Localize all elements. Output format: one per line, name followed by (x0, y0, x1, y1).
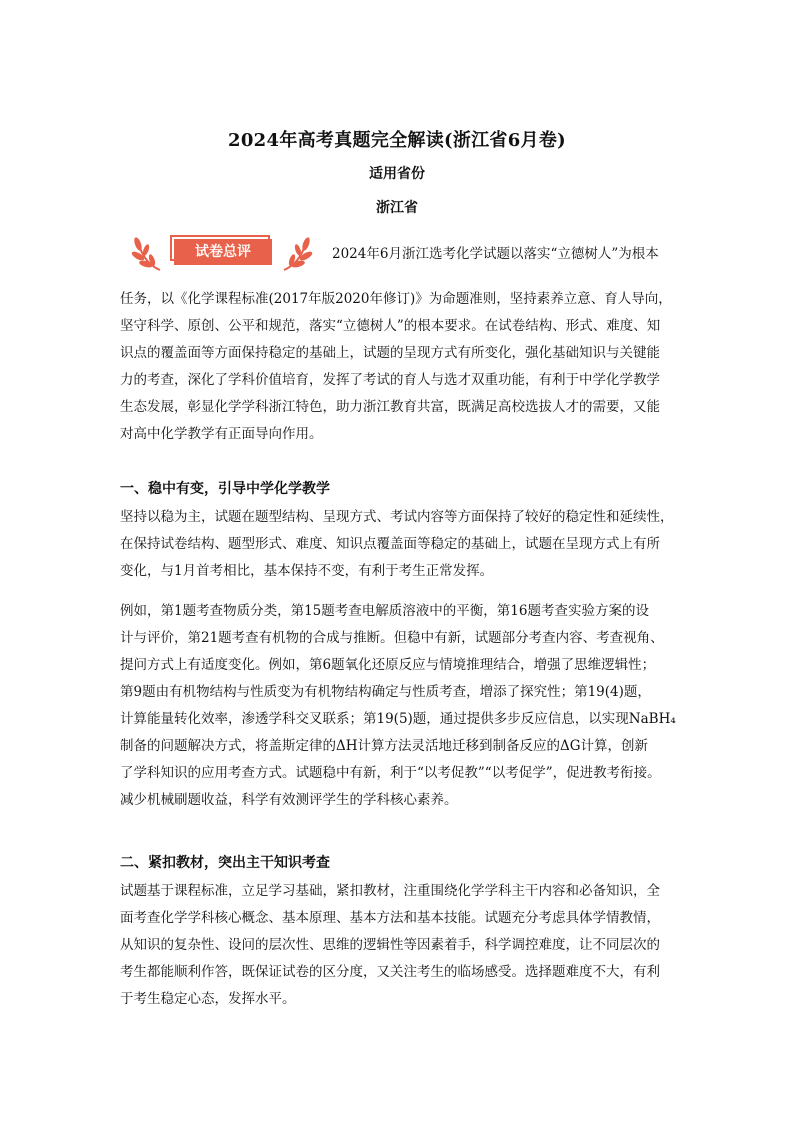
document-title: 2024年高考真题完全解读(浙江省6月卷) (228, 130, 566, 151)
province-label: 适用省份 (369, 166, 425, 182)
text-line: 生态发展，彰显化学学科浙江特色，助力浙江教育共富，既满足高校选拔人才的需要，又能 (120, 399, 660, 415)
text-line: 坚守科学、原创、公平和规范，落实“立德树人”的根本要求。在试卷结构、形式、难度、知 (120, 318, 661, 334)
text-line: 减少机械刷题收益，科学有效测评学生的学科核心素养。 (120, 792, 458, 808)
paragraph-1 (120, 286, 680, 448)
text-line: 第9题由有机物结构与性质变为有机物结构确定与性质考查，增添了探究性；第19(4)题， (120, 684, 651, 700)
text-line: 制备的问题解决方式，将盖斯定律的ΔH计算方法灵活地迁移到制备反应的ΔG计算，创新 (120, 738, 649, 754)
text-line: 试题基于课程标准，立足学习基础，紧扣教材，注重围绕化学学科主干内容和必备知识，全 (120, 883, 660, 899)
section-heading-1: 一、稳中有变，引导中学化学教学 (120, 481, 330, 497)
province-value: 浙江省 (376, 200, 418, 216)
text-line: 提问方式上有适度变化。例如，第6题氧化还原反应与情境推理结合，增强了思维逻辑性； (120, 657, 656, 673)
text-line: 计与评价，第21题考查有机物的合成与推断。但稳中有新，试题部分考查内容、考查视角、 (120, 630, 664, 646)
text-line: 力的考查，深化了学科价值培育，发挥了考试的育人与选才双重功能，有利于中学化学教学 (120, 372, 660, 388)
text-line: 变化，与1月首考相比，基本保持不变，有利于考生正常发挥。 (120, 563, 494, 579)
text-line: 从知识的复杂性、设问的层次性、思维的逻辑性等因素着手，科学调控难度，让不同层次的 (120, 937, 660, 953)
text-line: 例如，第1题考查物质分类，第15题考查电解质溶液中的平衡，第16题考查实验方案的设 (120, 603, 649, 619)
badge-label: 试卷总评 (195, 244, 251, 260)
paragraph-2 (120, 504, 680, 585)
text-line: 计算能量转化效率，渗透学科交叉联系；第19(5)题，通过提供多步反应信息，以实现NaBH₄ (120, 711, 676, 727)
laurel-left-icon (130, 230, 174, 274)
paragraph-1-first-line: 2024年6月浙江选考化学试题以落实“立德树人”为根本 (332, 246, 659, 262)
text-line: 了学科知识的应用考查方式。试题稳中有新，利于“以考促教”“以考促学”，促进教考衔接。 (120, 765, 661, 781)
paragraph-4 (120, 878, 680, 1013)
paragraph-3 (120, 598, 680, 814)
laurel-right-icon (270, 230, 314, 274)
text-line: 于考生稳定心态，发挥水平。 (120, 991, 296, 1007)
review-badge (130, 230, 310, 274)
text-line: 任务，以《化学课程标准(2017年版2020年修订)》为命题准则，坚持素养立意、育人导向， (120, 291, 672, 307)
text-line: 对高中化学教学有正面导向作用。 (120, 426, 323, 442)
section-heading-2: 二、紧扣教材，突出主干知识考查 (120, 855, 330, 871)
text-line: 识点的覆盖面等方面保持稳定的基础上，试题的呈现方式有所变化，强化基础知识与关键能 (120, 345, 660, 361)
text-line: 面考查化学学科核心概念、基本原理、基本方法和基本技能。试题充分考虑具体学情教情， (120, 910, 660, 926)
text-line: 在保持试卷结构、题型形式、难度、知识点覆盖面等稳定的基础上，试题在呈现方式上有所 (120, 536, 660, 552)
text-line: 坚持以稳为主，试题在题型结构、呈现方式、考试内容等方面保持了较好的稳定性和延续性， (120, 509, 674, 525)
text-line: 考生都能顺利作答，既保证试卷的区分度，又关注考生的临场感受。选择题难度不大，有利 (120, 964, 660, 980)
